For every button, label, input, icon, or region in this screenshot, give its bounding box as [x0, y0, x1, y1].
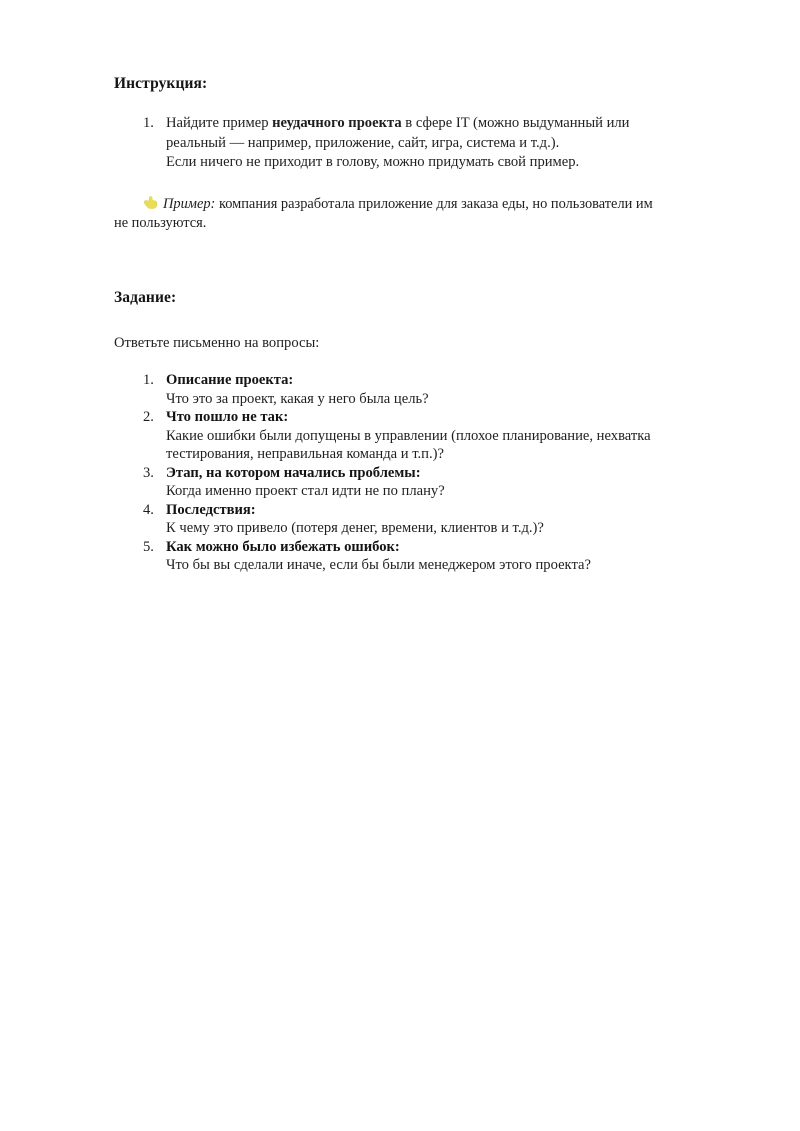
task-item-marker: 5. — [143, 538, 154, 555]
task-heading: Задание: — [114, 288, 177, 306]
instruction-item-line-3: Если ничего не приходит в голову, можно придумать свой пример. — [166, 154, 580, 170]
instruction-item-line-1 — [166, 114, 714, 134]
task-item-desc-line-2: тестирования, неправильная команда и т.п.)? — [166, 446, 444, 462]
document-content — [114, 74, 714, 575]
task-item-title: Что пошло не так: — [166, 409, 289, 425]
task-list-item — [114, 538, 714, 575]
instruction-item-text-after-bold: в сфере IT (можно выдуманный или — [401, 115, 630, 131]
task-item-title: Этап, на котором начались проблемы: — [166, 464, 421, 481]
task-list — [114, 371, 714, 575]
task-item-title: Как можно было избежать ошибок: — [166, 538, 400, 555]
example-text-line-2: не пользуются. — [114, 215, 207, 231]
task-list-item — [114, 501, 714, 538]
task-item-desc-line-1: Когда именно проект стал идти не по плану? — [166, 483, 445, 499]
instruction-list — [114, 114, 714, 173]
example-label: Пример: — [163, 195, 216, 212]
task-item-marker: 3. — [143, 464, 154, 481]
instruction-heading: Инструкция: — [114, 75, 208, 92]
task-item-title: Описание проекта: — [166, 372, 294, 388]
pointing-hand-icon — [143, 196, 158, 209]
task-item-desc-line-1: Что бы вы сделали иначе, если бы были менеджером этого проекта? — [166, 557, 591, 573]
instruction-list-item — [114, 114, 714, 173]
example-text-line-1: компания разработала приложение для заказа еды, но пользователи им — [215, 195, 653, 212]
task-item-desc-line-1: К чему это привело (потеря денег, времени, клиентов и т.д.)? — [166, 520, 544, 536]
example-block — [114, 195, 714, 234]
task-list-item — [114, 408, 714, 464]
task-intro-text: Ответьте письменно на вопросы: — [114, 334, 320, 351]
task-list-item — [114, 371, 714, 408]
task-item-marker: 1. — [143, 372, 154, 388]
task-list-item — [114, 464, 714, 501]
instruction-item-bold-phrase: неудачного проекта — [272, 115, 402, 131]
task-item-marker: 4. — [143, 501, 154, 518]
task-item-desc-line-1: Что это за проект, какая у него была цель? — [166, 390, 429, 407]
task-heading-wrap — [114, 288, 714, 308]
task-item-desc-line-1: Какие ошибки были допущены в управлении (плохое планирование, нехватка — [166, 427, 651, 444]
instruction-item-marker: 1. — [143, 115, 154, 131]
instruction-item-line-2: реальный — например, приложение, сайт, игра, система и т.д.). — [166, 134, 560, 151]
task-item-title: Последствия: — [166, 501, 256, 518]
task-item-marker: 2. — [143, 409, 154, 425]
instruction-item-text-before-bold: Найдите пример — [166, 115, 273, 131]
